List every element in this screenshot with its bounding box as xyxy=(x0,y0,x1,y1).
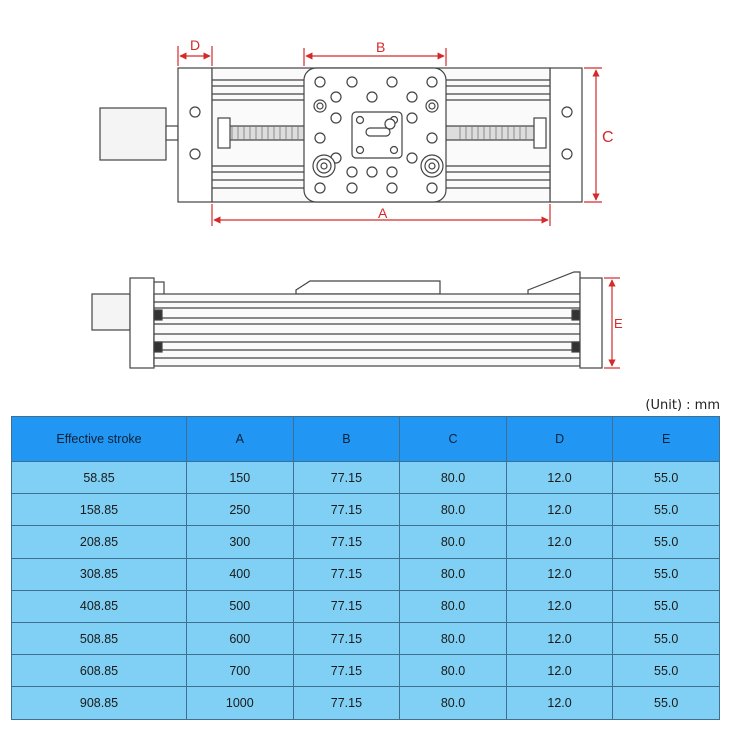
side-carriage xyxy=(296,281,440,294)
header-c: C xyxy=(400,417,507,462)
cell-c: 80.0 xyxy=(400,526,507,558)
cell-e: 55.0 xyxy=(613,687,720,719)
cell-b: 77.15 xyxy=(293,558,400,590)
cell-stroke: 508.85 xyxy=(12,622,187,654)
cell-d: 12.0 xyxy=(506,494,613,526)
header-effective-stroke: Effective stroke xyxy=(12,417,187,462)
cell-d: 12.0 xyxy=(506,622,613,654)
cell-stroke: 58.85 xyxy=(12,462,187,494)
cell-a: 300 xyxy=(187,526,294,558)
cell-e: 55.0 xyxy=(613,462,720,494)
cell-stroke: 308.85 xyxy=(12,558,187,590)
cell-a: 250 xyxy=(187,494,294,526)
cell-b: 77.15 xyxy=(293,687,400,719)
cell-c: 80.0 xyxy=(400,687,507,719)
spec-table xyxy=(11,416,720,720)
cell-c: 80.0 xyxy=(400,558,507,590)
cell-c: 80.0 xyxy=(400,462,507,494)
cell-b: 77.15 xyxy=(293,655,400,687)
cell-b: 77.15 xyxy=(293,526,400,558)
cell-stroke: 608.85 xyxy=(12,655,187,687)
cell-b: 77.15 xyxy=(293,622,400,654)
unit-note: (Unit) : mm xyxy=(645,398,720,413)
motor-shaft xyxy=(166,126,178,140)
label-b: B xyxy=(376,39,386,55)
table-row xyxy=(12,655,720,687)
cell-d: 12.0 xyxy=(506,655,613,687)
cell-a: 1000 xyxy=(187,687,294,719)
table-header-row xyxy=(12,417,720,462)
side-view xyxy=(92,272,602,368)
cell-b: 77.15 xyxy=(293,494,400,526)
label-a: A xyxy=(378,205,388,221)
cell-stroke: 208.85 xyxy=(12,526,187,558)
cell-a: 500 xyxy=(187,590,294,622)
table-row xyxy=(12,687,720,719)
cell-b: 77.15 xyxy=(293,590,400,622)
cell-a: 400 xyxy=(187,558,294,590)
table-row xyxy=(12,622,720,654)
cell-d: 12.0 xyxy=(506,558,613,590)
right-end-plate xyxy=(550,68,582,202)
side-left-plate xyxy=(130,278,154,368)
cell-e: 55.0 xyxy=(613,494,720,526)
side-rail-body xyxy=(154,294,580,366)
cell-d: 12.0 xyxy=(506,462,613,494)
cell-d: 12.0 xyxy=(506,590,613,622)
header-e: E xyxy=(613,417,720,462)
side-right-plate xyxy=(580,278,602,368)
header-d: D xyxy=(506,417,613,462)
label-d: D xyxy=(190,37,201,53)
table-row xyxy=(12,462,720,494)
cell-c: 80.0 xyxy=(400,590,507,622)
cell-b: 77.15 xyxy=(293,462,400,494)
cell-e: 55.0 xyxy=(613,590,720,622)
cell-c: 80.0 xyxy=(400,622,507,654)
header-b: B xyxy=(293,417,400,462)
cell-c: 80.0 xyxy=(400,494,507,526)
cell-c: 80.0 xyxy=(400,655,507,687)
left-end-plate xyxy=(178,68,212,202)
motor-body xyxy=(100,108,166,160)
header-a: A xyxy=(187,417,294,462)
side-motor-body xyxy=(92,294,130,330)
cell-a: 700 xyxy=(187,655,294,687)
cell-stroke: 158.85 xyxy=(12,494,187,526)
cell-e: 55.0 xyxy=(613,655,720,687)
cell-a: 150 xyxy=(187,462,294,494)
table-row xyxy=(12,590,720,622)
cell-stroke: 908.85 xyxy=(12,687,187,719)
cell-e: 55.0 xyxy=(613,526,720,558)
cell-a: 600 xyxy=(187,622,294,654)
table-row xyxy=(12,558,720,590)
label-e: E xyxy=(614,316,623,331)
table-row xyxy=(12,526,720,558)
top-view xyxy=(100,68,582,202)
cell-d: 12.0 xyxy=(506,526,613,558)
cell-e: 55.0 xyxy=(613,622,720,654)
cell-stroke: 408.85 xyxy=(12,590,187,622)
label-c: C xyxy=(602,129,614,146)
cell-d: 12.0 xyxy=(506,687,613,719)
table-row xyxy=(12,494,720,526)
cell-e: 55.0 xyxy=(613,558,720,590)
